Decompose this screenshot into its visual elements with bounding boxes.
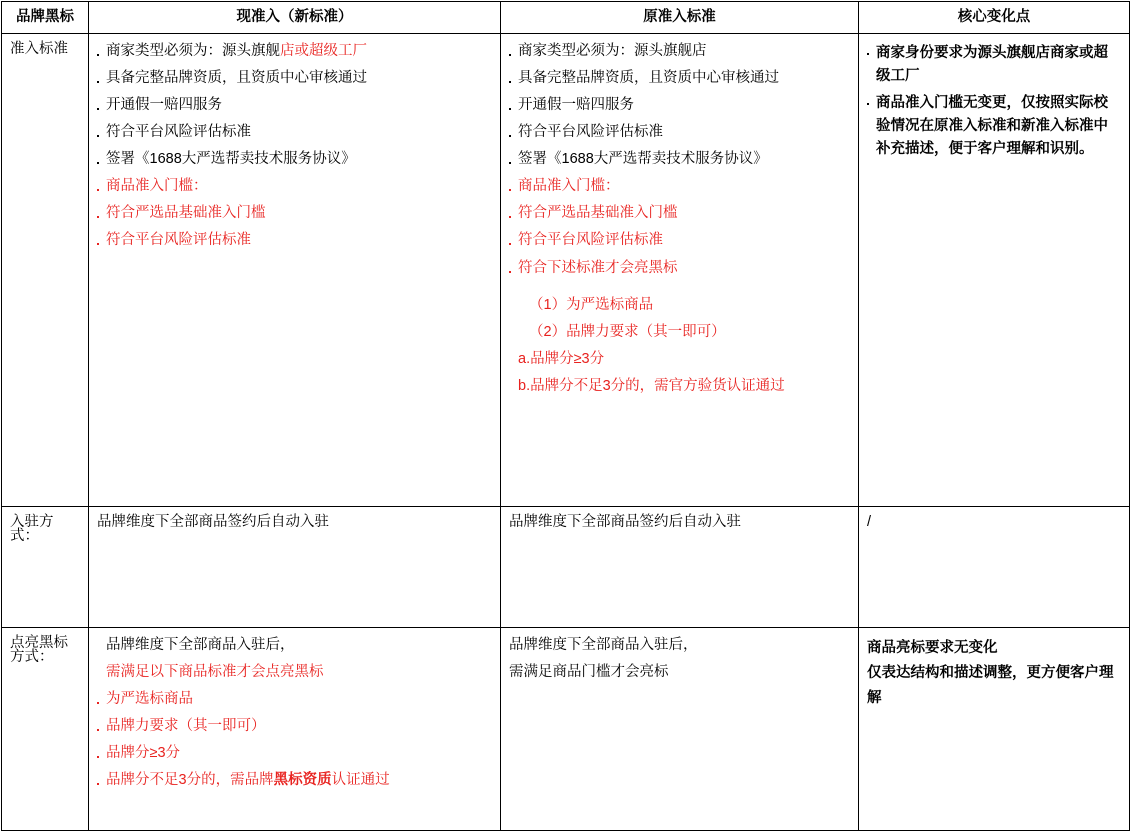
- table-row: [2, 33, 1130, 506]
- old-standard-line: 品牌维度下全部商品入驻后，: [509, 636, 698, 653]
- table-row: [2, 627, 1130, 830]
- list-item: 为严选标商品: [97, 690, 492, 708]
- old-standard-bullet-list: [509, 42, 850, 396]
- list-item: （2）品牌力要求（其一即可）: [529, 323, 726, 340]
- list-item: 品牌力要求（其一即可）: [97, 717, 492, 735]
- cell-old-standard-lighting: [501, 627, 859, 830]
- list-item: 符合严选品基础准入门槛: [97, 204, 492, 222]
- list-item: 符合平台风险评估标准: [509, 231, 850, 249]
- list-item: 符合严选品基础准入门槛: [509, 204, 850, 222]
- list-spacer: [509, 286, 850, 296]
- new-standard-lighting-list: [97, 636, 492, 790]
- cell-old-standard-admission: [501, 33, 859, 506]
- row-label-lighting-method: 点亮黑标方式：: [2, 627, 89, 830]
- list-item: 品牌维度下全部商品入驻后，: [106, 636, 295, 653]
- list-item: 符合平台风险评估标准: [97, 231, 492, 249]
- list-item: （1）为严选标商品: [529, 296, 654, 313]
- cell-key-changes-entry: /: [859, 506, 1130, 627]
- cell-old-standard-entry: 品牌维度下全部商品签约后自动入驻: [501, 506, 859, 627]
- list-item: 符合平台风险评估标准: [97, 123, 492, 141]
- header-cell-key-changes: 核心变化点: [859, 2, 1130, 34]
- list-item-red-suffix: 店或超级工厂: [280, 42, 367, 59]
- list-item: 具备完整品牌资质，且资质中心审核通过: [97, 69, 492, 87]
- list-item: 商品准入门槛无变更，仅按照实际校验情况在原准入标准和新准入标准中补充描述，便于客户理解和识别。: [867, 92, 1121, 162]
- old-standard-line: 需满足商品门槛才会亮标: [509, 663, 669, 680]
- list-item: 签署《1688大严选帮卖技术服务协议》: [97, 150, 492, 168]
- header-cell-new-standard: 现准入（新标准）: [89, 2, 501, 34]
- table-header: [2, 2, 1130, 34]
- list-item: 商家身份要求为源头旗舰店商家或超级工厂: [867, 42, 1121, 88]
- table-body: [2, 33, 1130, 830]
- row-label-entry-method: 入驻方式：: [2, 506, 89, 627]
- cell-key-changes-admission: [859, 33, 1130, 506]
- table-row: [2, 506, 1130, 627]
- list-item: 商品准入门槛：: [509, 177, 850, 195]
- key-change-line: 商品亮标要求无变化: [867, 639, 998, 656]
- list-item: 符合平台风险评估标准: [509, 123, 850, 141]
- key-change-line: 仅表达结构和描述调整，更方便客户理解: [867, 664, 1114, 707]
- list-item: 签署《1688大严选帮卖技术服务协议》: [509, 150, 850, 168]
- list-item: 符合下述标准才会亮黑标: [509, 259, 850, 277]
- list-item: 具备完整品牌资质，且资质中心审核通过: [509, 69, 850, 87]
- list-item: a.品牌分≥3分: [518, 350, 605, 367]
- comparison-table: [1, 1, 1130, 831]
- new-standard-bullet-list: [97, 42, 492, 250]
- header-cell-brand-black-label: 品牌黑标: [2, 2, 89, 34]
- table-header-row: [2, 2, 1130, 34]
- list-item: 开通假一赔四服务: [97, 96, 492, 114]
- list-item: 品牌分不足3分的，需品牌黑标资质认证通过: [97, 771, 492, 789]
- cell-key-changes-lighting: [859, 627, 1130, 830]
- list-item: b.品牌分不足3分的，需官方验货认证通过: [518, 378, 785, 394]
- list-item: 品牌分≥3分: [97, 744, 492, 762]
- header-cell-old-standard: 原准入标准: [501, 2, 859, 34]
- row-label-admission-standard: 准入标准: [2, 33, 89, 506]
- cell-new-standard-admission: [89, 33, 501, 506]
- list-item: 商品准入门槛：: [97, 177, 492, 195]
- cell-new-standard-entry: 品牌维度下全部商品签约后自动入驻: [89, 506, 501, 627]
- list-item: 需满足以下商品标准才会点亮黑标: [106, 663, 324, 680]
- list-item: 商家类型必须为：源头旗舰店或超级工厂: [97, 42, 492, 60]
- cell-new-standard-lighting: [89, 627, 501, 830]
- key-changes-list: [867, 42, 1121, 162]
- list-item: 商家类型必须为：源头旗舰店: [509, 42, 850, 60]
- list-item: 开通假一赔四服务: [509, 96, 850, 114]
